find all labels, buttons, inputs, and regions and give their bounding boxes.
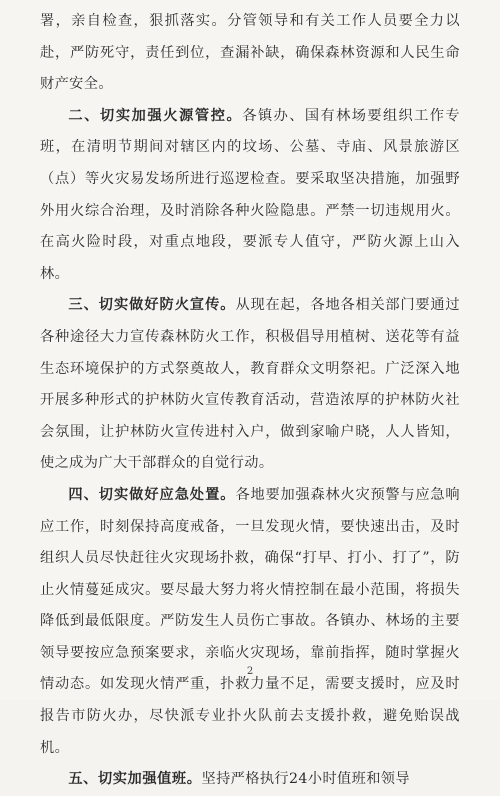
page-number: 2: [246, 666, 254, 677]
paragraph-body: 从现在起，各地各相关部门要通过各种途径大力宣传森林防火工作，积极倡导用植树、送花等有益生态环境保护的方式祭奠故人，教育群众文明祭祀。广泛深入地开展多种形式的护林防火宣传教育活动，营造浓厚的护林防火社会氛围，让护林防火宣传进村入户，做到家喻户晓，人人皆知，使之成为广大干部群众的自觉行动。: [40, 297, 460, 472]
paragraph-section-2: [40, 101, 460, 291]
paragraph-body: 坚持严格执行24小时值班和领导: [201, 771, 410, 788]
paragraph-section-5: [40, 764, 460, 796]
paragraph-continuation: [40, 6, 460, 101]
section-heading: 五、切实加强值班。: [68, 771, 202, 788]
document-body: [40, 6, 460, 796]
section-heading: 三、切实做好防火宣传。: [68, 297, 236, 314]
section-heading: 二、切实加强火源管控。: [68, 107, 243, 124]
paragraph-body: 各地要加强森林火灾预警与应急响应工作，时刻保持高度戒备，一旦发现火情，要快速出击，及时组织人员尽快赶往火灾现场扑救，确保“打早、打小、打了”，防止火情蔓延成灾。要尽最大努力将火情控制在最小范围，将损失降低到最低限度。严防发生人员伤亡事故。各镇办、林场的主要领导要按应急预案要求，亲临火灾现场，靠前指挥，随时掌握火情动态。如发现火情严重，扑救力量不足，需要支援时，应及时报告市防火办，尽快派专业扑火队前去支援扑救，避免贻误战机。: [40, 486, 460, 756]
paragraph-body: 各镇办、国有林场要组织工作专班，在清明节期间对辖区内的坟场、公墓、寺庙、风景旅游区（点）等火灾易发场所进行巡逻检查。要采取坚决措施，加强野外用火综合治理，及时消除各种火险隐患。严禁一切违规用火。在高火险时段，对重点地段，要派专人值守，严防火源上山入林。: [40, 107, 460, 282]
paragraph-section-4: [40, 480, 460, 764]
paragraph-section-3: [40, 290, 460, 480]
section-heading: 四、切实做好应急处置。: [68, 486, 236, 503]
paragraph-body: 署，亲自检查，狠抓落实。分管领导和有关工作人员要全力以赴，严防死守，责任到位，查漏补缺，确保森林资源和人民生命财产安全。: [40, 13, 460, 93]
